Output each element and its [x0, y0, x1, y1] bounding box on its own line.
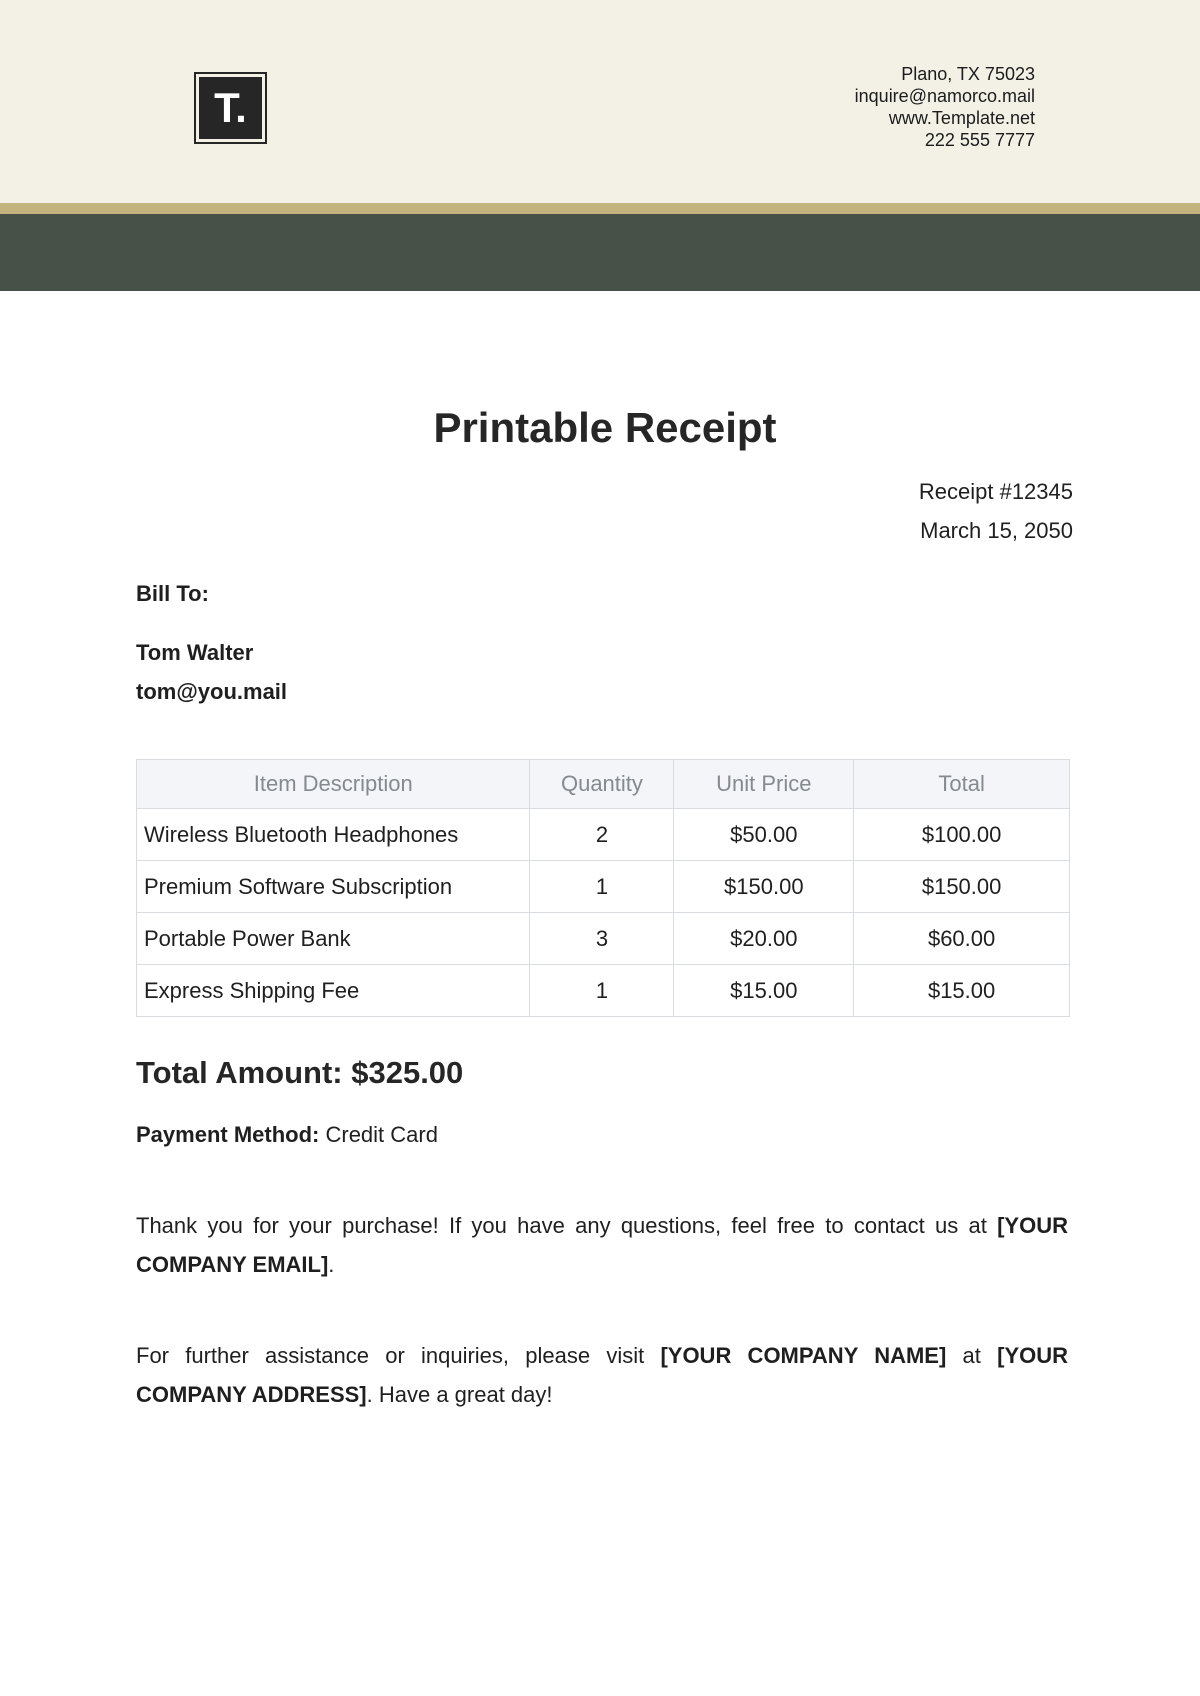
- company-email: inquire@namorco.mail: [854, 86, 1035, 106]
- company-logo: [194, 72, 267, 144]
- column-header-unit-price: Unit Price: [674, 760, 854, 809]
- header-banner-bar: [0, 214, 1200, 291]
- item-total: $150.00: [854, 861, 1070, 913]
- thank-you-end: .: [328, 1252, 335, 1277]
- receipt-meta: [919, 472, 1073, 550]
- payment-method: [136, 1122, 438, 1148]
- thank-you-note: [136, 1206, 1068, 1284]
- item-unit-price: $150.00: [674, 861, 854, 913]
- company-address: Plano, TX 75023: [901, 64, 1035, 84]
- customer-name: Tom Walter: [136, 640, 254, 665]
- column-header-total: Total: [854, 760, 1070, 809]
- receipt-date: March 15, 2050: [920, 518, 1073, 543]
- assistance-text: For further assistance or inquiries, please visit: [136, 1343, 661, 1368]
- table-header-row: [137, 760, 1070, 809]
- letterhead: [0, 0, 1200, 203]
- item-unit-price: $20.00: [674, 913, 854, 965]
- company-website: www.Template.net: [888, 108, 1035, 128]
- assistance-closing: . Have a great day!: [366, 1382, 553, 1407]
- item-description: Portable Power Bank: [137, 913, 530, 965]
- company-contact: [855, 63, 1035, 151]
- table-row: [137, 861, 1070, 913]
- assistance-note: [136, 1336, 1068, 1414]
- thank-you-text: Thank you for your purchase! If you have any questions, feel free to contact us at: [136, 1213, 998, 1238]
- item-total: $100.00: [854, 809, 1070, 861]
- item-total: $60.00: [854, 913, 1070, 965]
- item-description: Wireless Bluetooth Headphones: [137, 809, 530, 861]
- item-unit-price: $50.00: [674, 809, 854, 861]
- bill-to-details: [136, 633, 287, 711]
- column-header-description: Item Description: [137, 760, 530, 809]
- receipt-number: Receipt #12345: [918, 479, 1073, 504]
- total-amount: Total Amount: $325.00: [136, 1055, 464, 1090]
- item-description: Express Shipping Fee: [137, 965, 530, 1017]
- item-description: Premium Software Subscription: [137, 861, 530, 913]
- item-unit-price: $15.00: [674, 965, 854, 1017]
- item-quantity: 1: [530, 965, 674, 1017]
- payment-method-label: Payment Method:: [136, 1122, 320, 1147]
- column-header-quantity: Quantity: [530, 760, 674, 809]
- assistance-text-at: at: [946, 1343, 998, 1368]
- item-quantity: 3: [530, 913, 674, 965]
- customer-email: tom@you.mail: [136, 679, 288, 704]
- items-table: [136, 759, 1070, 1017]
- company-name-placeholder: [YOUR COMPANY NAME]: [660, 1343, 947, 1368]
- table-row: [137, 913, 1070, 965]
- company-email-placeholder: [YOUR COMPANY EMAIL]: [136, 1213, 1068, 1277]
- table-row: [137, 809, 1070, 861]
- item-quantity: 2: [530, 809, 674, 861]
- page-title: Printable Receipt: [433, 404, 777, 451]
- item-quantity: 1: [530, 861, 674, 913]
- company-address-placeholder: [YOUR COMPANY ADDRESS]: [136, 1343, 1069, 1407]
- item-total: $15.00: [854, 965, 1070, 1017]
- payment-method-value: Credit Card: [325, 1122, 438, 1147]
- bill-to-heading: Bill To:: [136, 581, 209, 606]
- company-phone: 222 555 7777: [924, 130, 1035, 150]
- logo-mark: T.: [199, 77, 262, 139]
- table-row: [137, 965, 1070, 1017]
- header-accent-stripe: [0, 203, 1200, 214]
